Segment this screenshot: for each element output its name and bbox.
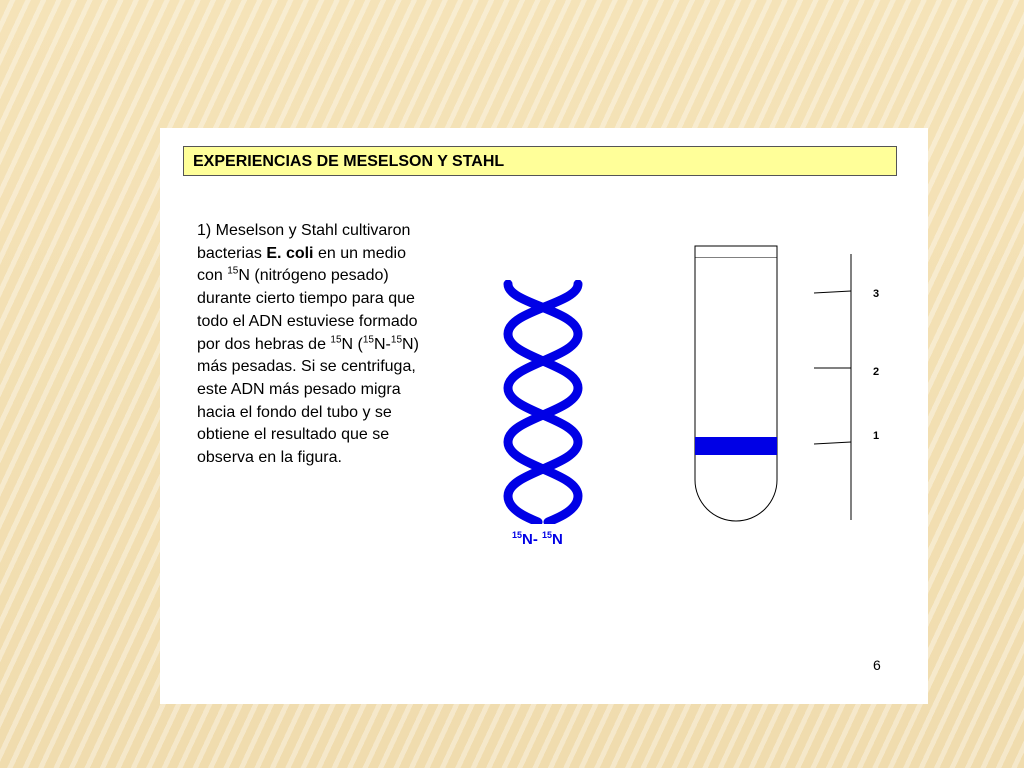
dna-band (695, 437, 777, 455)
tube-cap (695, 246, 777, 258)
page-number: 6 (873, 657, 881, 673)
isotope-superscript: 15 (542, 530, 553, 540)
slide (160, 128, 928, 704)
dna-label (512, 530, 563, 548)
scale-tick-3 (814, 291, 851, 293)
slide-title: EXPERIENCIAS DE MESELSON Y STAHL (183, 146, 897, 176)
dna-label-part: N- (522, 531, 543, 548)
text-part: N (nitrógeno pesado) durante cierto tiempo para que todo el ADN estuviese formado por dos hebras de (197, 267, 418, 353)
text-part: 1) Meselson y Stahl cultivaron bacterias (197, 222, 411, 262)
species-name: E. coli (266, 244, 314, 262)
text-part: N ( (341, 335, 363, 353)
density-scale (810, 252, 870, 522)
isotope-superscript: 15 (330, 334, 342, 346)
dna-label-part: N (552, 531, 563, 548)
text-part: N) más pesadas. Si se centrifuga, este ADN más pesado migra hacia el fondo del tubo y se obtiene el resultado que se observa en la figura. (197, 335, 419, 467)
isotope-superscript: 15 (512, 530, 523, 540)
centrifuge-tube (692, 244, 780, 524)
scale-label-1: 1 (873, 430, 880, 442)
isotope-superscript: 15 (227, 266, 239, 278)
text-part: N- (374, 335, 391, 353)
description-paragraph (197, 220, 429, 470)
scale-label-3: 3 (873, 288, 880, 300)
scale-label-2: 2 (873, 366, 880, 378)
scale-tick-1 (814, 442, 851, 444)
text-part: en un medio con (197, 244, 407, 285)
dna-double-helix (498, 280, 588, 524)
isotope-superscript: 15 (390, 334, 403, 346)
tube-body (695, 258, 777, 521)
isotope-superscript: 15 (362, 334, 374, 346)
